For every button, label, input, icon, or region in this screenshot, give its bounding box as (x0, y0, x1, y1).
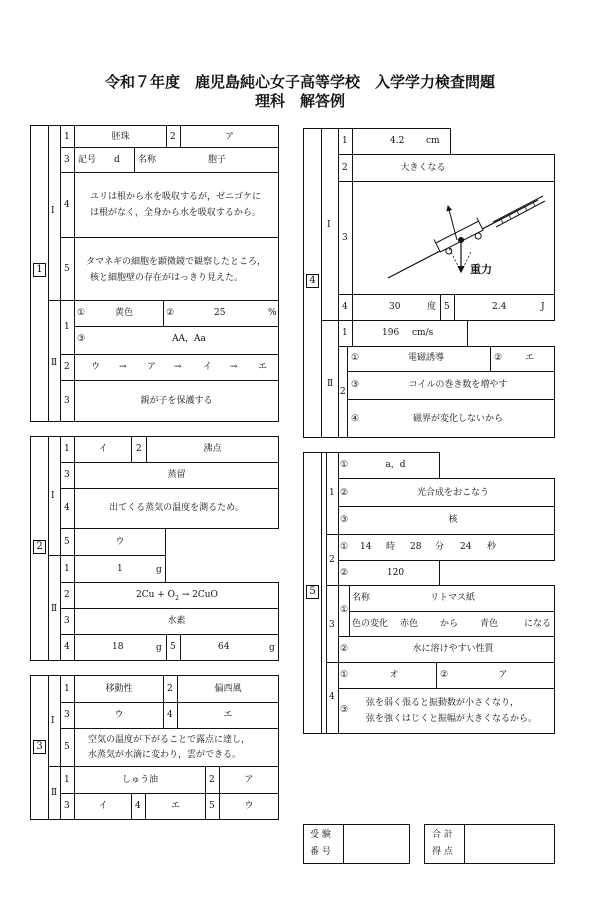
item-number: 4 (167, 710, 173, 720)
answer-text: は根がなく，全身から水を吸収するから。 (90, 208, 261, 218)
item-number: 3 (329, 620, 335, 630)
item-number: 1 (329, 488, 335, 498)
answer-text: 黄色 (115, 308, 134, 318)
item-number: 4 (64, 642, 70, 652)
answer-text: ア (498, 670, 508, 680)
item-number: 3 (64, 616, 70, 626)
item-number: 5 (64, 264, 70, 274)
answer-text: タマネギの細胞を顕微鏡で観察したところ， (86, 257, 267, 267)
answer-text: 1 (117, 564, 123, 574)
item-number: 5 (170, 642, 176, 652)
unit-label: g (156, 565, 162, 575)
answer-text: ウ (115, 537, 125, 547)
exam-number-label: 番 号 (310, 847, 331, 857)
item-number: 4 (329, 692, 335, 702)
circled-number: ② (340, 488, 349, 498)
time-value: 14 (360, 542, 372, 552)
field-label: 色の変化 (352, 619, 389, 629)
item-number: 5 (64, 742, 70, 752)
answer-row (60, 237, 279, 301)
answer-text: AA，Aa (172, 334, 206, 344)
time-unit: 秒 (487, 542, 497, 552)
sub-label-i: Ⅰ (327, 220, 331, 230)
item-number: 5 (64, 537, 70, 547)
circled-number: ① (340, 460, 349, 470)
circled-number: ① (351, 353, 360, 363)
item-number: 2 (64, 362, 70, 372)
circled-number: ② (494, 353, 503, 363)
circled-number: ③ (340, 515, 349, 525)
incline-force-diagram (353, 182, 554, 294)
sub-label-ii: Ⅱ (51, 604, 58, 614)
item-number: 2 (209, 775, 215, 785)
circled-number: ② (340, 568, 349, 578)
answer-text: エ (524, 353, 534, 363)
time-unit: 分 (435, 542, 445, 552)
chemical-equation: $2Cu + O_2 \to 2CuO$ (136, 590, 218, 602)
answer-row (60, 172, 279, 238)
answer-text: 胞子 (208, 155, 227, 165)
circled-number: ② (166, 308, 175, 318)
answer-text: d (114, 155, 120, 165)
item-number: 1 (64, 564, 70, 574)
answer-text: 4.2 (390, 136, 405, 146)
answer-text: 水蒸気が水滴に変わり，雲ができる。 (88, 750, 242, 760)
item-number: 5 (444, 302, 450, 312)
answer-text: リトマス紙 (430, 593, 476, 603)
item-number: 3 (64, 470, 70, 480)
sequence-arrow: → (119, 362, 127, 372)
answer-text: 磁界が変化しないから (412, 414, 503, 424)
question-number: 1 (33, 263, 46, 277)
sequence-item: イ (203, 362, 213, 372)
item-number: 2 (342, 163, 348, 173)
circled-number: ① (77, 308, 86, 318)
answer-text: 赤色 (400, 619, 419, 629)
answer-text: 30 (389, 302, 401, 312)
question-number: 4 (306, 274, 319, 288)
unit-label: cm/s (412, 328, 434, 338)
circled-number: ③ (77, 334, 86, 344)
answer-text: オ (389, 670, 399, 680)
circled-number: ③ (340, 705, 349, 715)
answer-text: 出てくる蒸気の温度を測るため。 (109, 503, 244, 513)
circled-number: ① (340, 542, 349, 552)
answer-text: 大きくなる (400, 163, 446, 173)
question-number: 2 (33, 540, 46, 554)
time-value: 24 (460, 542, 472, 552)
sequence-item: ウ (91, 362, 101, 372)
sub-label-ii: Ⅱ (51, 788, 58, 798)
answer-text: 胚珠 (111, 132, 130, 142)
static-text: から (440, 619, 459, 629)
sequence-arrow: → (230, 362, 238, 372)
answer-text: エ (223, 710, 233, 720)
answer-row (338, 320, 468, 347)
item-number: 1 (64, 132, 70, 142)
circled-number: ① (340, 605, 349, 615)
unit-label: g (269, 643, 275, 653)
answer-text: 64 (218, 642, 230, 652)
answer-text: 2.4 (492, 302, 507, 312)
answer-text: 25 (214, 308, 226, 318)
answer-text: 電磁誘導 (407, 353, 444, 363)
answer-text: 弦を弱く張ると振動数が小さくなり， (366, 698, 520, 708)
sub-label-ii: Ⅱ (51, 358, 58, 368)
circled-number: ③ (351, 380, 360, 390)
answer-text: a，d (385, 460, 406, 470)
item-number: 5 (209, 801, 215, 811)
answer-text: 光合成をおこなう (416, 488, 489, 498)
answer-text: ユリは根から水を吸収するが，ゼニゴケに (90, 192, 262, 202)
item-number: 4 (64, 503, 70, 513)
answer-text: 水に溶けやすい性質 (412, 644, 494, 654)
circled-number: ④ (351, 414, 360, 424)
item-number: 3 (64, 396, 70, 406)
sub-label-i: Ⅰ (51, 491, 55, 501)
item-number: 3 (64, 155, 70, 165)
sub-label-ii: Ⅱ (327, 379, 334, 389)
item-number: 1 (64, 444, 70, 454)
answer-text: コイルの巻き数を増やす (408, 380, 508, 390)
total-score-label: 合 計 (432, 830, 453, 840)
circled-number: ② (440, 670, 449, 680)
item-number: 4 (342, 302, 348, 312)
unit-label: cm (426, 136, 440, 146)
static-text: になる (524, 619, 552, 629)
unit-label: 度 (427, 302, 437, 312)
answer-text: 移動性 (105, 684, 133, 694)
circled-number: ① (340, 670, 349, 680)
gravity-label: 重力 (470, 263, 492, 276)
item-number: 1 (64, 322, 70, 332)
answer-text: しゅう油 (121, 775, 158, 785)
answer-text: 核 (448, 515, 458, 525)
answer-text: イ (98, 801, 108, 811)
item-number: 2 (340, 387, 346, 397)
item-number: 3 (342, 233, 348, 243)
answer-row (60, 555, 166, 583)
sub-label-i: Ⅰ (51, 206, 55, 216)
answer-text: イ (98, 444, 108, 454)
circled-number: ② (340, 644, 349, 654)
question-number: 5 (306, 585, 319, 599)
page-title: 令和７年度 鹿児島純心女子高等学校 入学学力検査問題 (104, 73, 495, 91)
sequence-item: エ (258, 362, 268, 372)
exam-number-label: 受 験 (310, 830, 331, 840)
sub-label-i: Ⅰ (51, 716, 55, 726)
field-label: 名称 (352, 593, 371, 603)
question-number: 3 (33, 740, 46, 754)
answer-text: 核と細胞壁の存在がはっきり見えた。 (90, 273, 244, 283)
answer-row (338, 688, 555, 734)
item-number: 1 (64, 684, 70, 694)
item-number: 3 (64, 710, 70, 720)
unit-label: J (541, 302, 545, 312)
item-number: 1 (342, 328, 348, 338)
sequence-item: ア (147, 362, 157, 372)
item-number: 1 (342, 136, 348, 146)
total-score-label: 得 点 (432, 847, 453, 857)
answer-text: 196 (382, 328, 400, 338)
item-number: 1 (64, 775, 70, 785)
answer-text: 沸点 (203, 444, 222, 454)
field-label: 記号 (78, 155, 97, 165)
field-label: 名称 (138, 155, 157, 165)
answer-text: 120 (386, 568, 405, 578)
answer-text: ウ (114, 710, 124, 720)
answer-text: 偏西風 (214, 684, 242, 694)
page-subtitle: 理科 解答例 (254, 92, 345, 110)
item-number: 2 (329, 555, 335, 565)
answer-text: ア (224, 132, 234, 142)
answer-text: ウ (244, 801, 254, 811)
item-number: 4 (135, 801, 141, 811)
item-number: 2 (64, 590, 70, 600)
time-value: 28 (410, 542, 422, 552)
answer-text: エ (170, 801, 180, 811)
answer-text: 水素 (167, 616, 186, 626)
time-unit: 時 (386, 542, 396, 552)
item-number: 4 (64, 200, 70, 210)
answer-text: 蒸留 (167, 470, 186, 480)
answer-text: 青色 (480, 619, 499, 629)
answer-text: ア (244, 775, 254, 785)
sequence-arrow: → (174, 362, 182, 372)
item-number: 2 (170, 132, 176, 142)
item-number: 2 (167, 684, 173, 694)
unit-label: % (268, 308, 277, 318)
answer-text: 弦を強くはじくと振幅が大きくなるから。 (366, 714, 538, 724)
answer-text: 18 (112, 642, 124, 652)
item-number: 3 (64, 801, 70, 811)
item-number: 2 (136, 444, 142, 454)
answer-text: 親が子を保護する (140, 396, 213, 406)
unit-label: g (156, 643, 162, 653)
answer-text: 空気の温度が下がることで露点に達し， (88, 735, 251, 745)
